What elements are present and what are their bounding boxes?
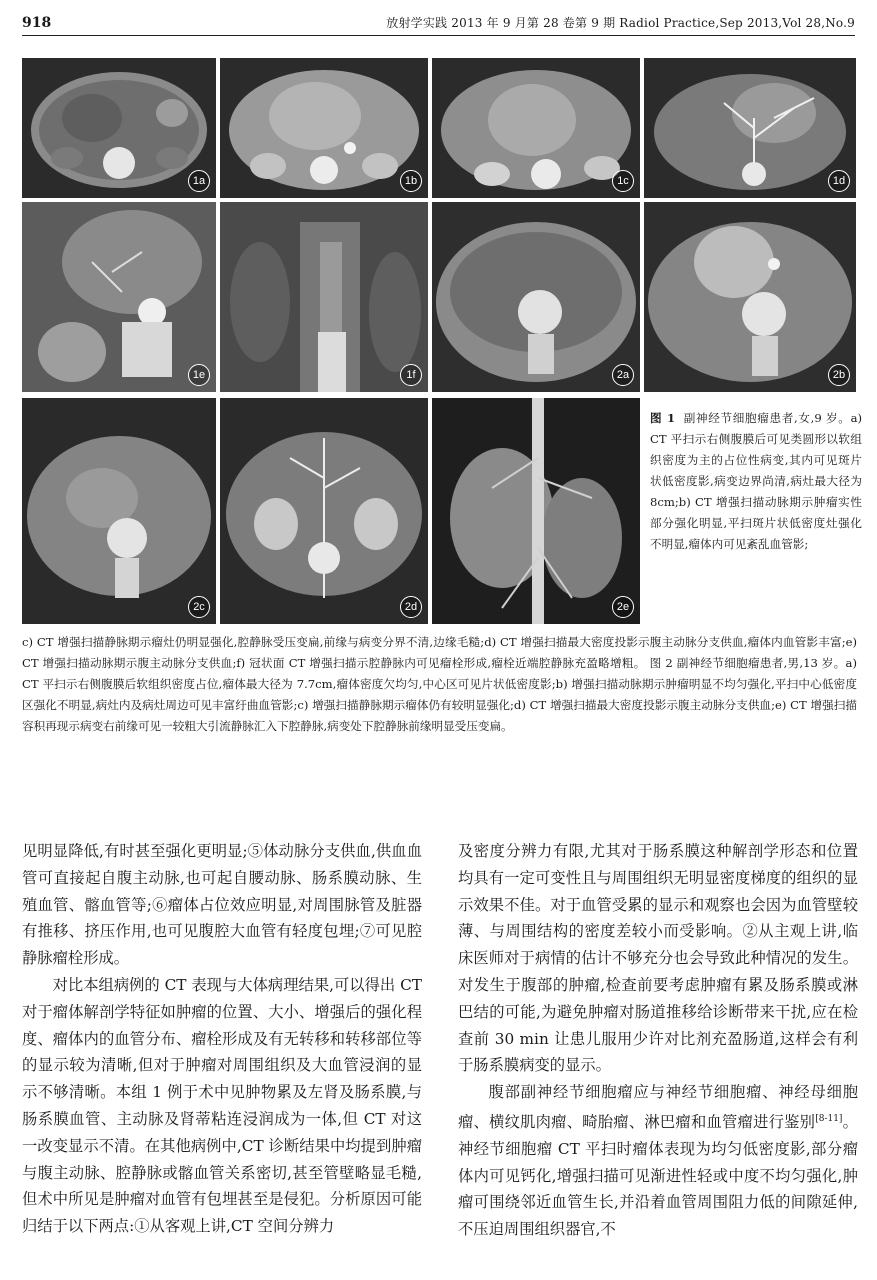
paragraph: 见明显降低,有时甚至强化更明显;⑤体动脉分支供血,供血血管可直接起自腹主动脉,也可起自腰动脉、肠系膜动脉、生殖血管、髂血管等;⑥瘤体占位效应明显,对周围脉管及脏器有推移、挤压作用,也可见腹腔大血管有轻度包埋;⑦可见腔静脉瘤栓形成。 xyxy=(22,842,422,968)
panel-label: 2d xyxy=(400,596,422,618)
paragraph: 对比本组病例的 CT 表现与大体病理结果,可以得出 CT 对于瘤体解剖学特征如肿瘤的位置、大小、增强后的强化程度、瘤体内的血管分布、瘤栓形成及有无转移和转移部位等的显示较为清晰,但对于肿瘤对周围组织及大血管浸润的显示不够清晰。本组 1 例于术中见肿物累及左肾及肠系膜,与肠系膜血管、主动脉及肾蒂粘连浸润成为一体,但 CT 对这一改变显示不清。在其他病例中,CT 诊断结果中均提到肿瘤与腹主动脉、腔静脉或髂血管关系密切,甚至管壁略显毛糙,但术中所见是肿瘤对血管有包埋甚至是侵犯。分析原因可能归结于以下两点:①从客观上讲,CT 空间分辨力 xyxy=(22,975,422,1236)
page-number: 918 xyxy=(22,15,52,31)
panel-label: 2a xyxy=(612,364,634,386)
ct-image-1d xyxy=(644,58,856,198)
ct-image-2c xyxy=(22,398,216,624)
panel-label: 2e xyxy=(612,596,634,618)
paragraph: 及密度分辨力有限,尤其对于肠系膜这种解剖学形态和位置均具有一定可变性且与周围组织无明显密度梯度的组织的显示效果不佳。对于血管受累的显示和观察也会因为血管壁较薄、与周围结构的密度差较小而受影响。②从主观上讲,临床医师对于病情的估计不够充分也会导致此种情况的发生。对发生于腹部的肿瘤,检查前要考虑肿瘤有累及肠系膜或淋巴结的可能,为避免肿瘤对肠道推移给诊断带来干扰,应在检查前 30 min 让患儿服用少许对比剂充盈肠道,这样会有利于肠系膜病变的显示。 xyxy=(458,842,858,1075)
ct-image-2a xyxy=(432,202,640,392)
paragraph-text-cont: 。神经节细胞瘤 CT 平扫时瘤体表现为均匀低密度影,部分瘤体内可见钙化,增强扫描可见渐进性轻或中度不均匀强化,肿瘤可围绕邻近血管生长,并沿着血管周围阻力低的间隙延伸,不压迫周围组织器官,不 xyxy=(458,1113,858,1239)
panel-label: 2c xyxy=(188,596,210,618)
ct-image-1b xyxy=(220,58,428,198)
panel-label: 1c xyxy=(612,170,634,192)
panel-label: 1d xyxy=(828,170,850,192)
figure-label: 图 1 xyxy=(650,411,676,425)
ct-image-1a xyxy=(22,58,216,198)
ct-image-1e xyxy=(22,202,216,392)
journal-citation: 放射学实践 2013 年 9 月第 28 卷第 9 期 Radiol Practice,Sep 2013,Vol 28,No.9 xyxy=(386,16,855,30)
panel-label: 2b xyxy=(828,364,850,386)
paragraph-text: 腹部副神经节细胞瘤应与神经节细胞瘤、神经母细胞瘤、横纹肌肉瘤、畸胎瘤、淋巴瘤和血管瘤进行鉴别 xyxy=(458,1083,858,1132)
panel-label: 1f xyxy=(400,364,422,386)
panel-label: 1a xyxy=(188,170,210,192)
body-column-right xyxy=(458,838,858,1243)
ct-image-1f xyxy=(220,202,428,392)
panel-label: 1e xyxy=(188,364,210,386)
body-column-left xyxy=(22,838,422,1240)
figure-1-caption-side xyxy=(650,408,862,555)
running-header xyxy=(22,14,855,36)
figure-caption-continued: c) CT 增强扫描静脉期示瘤灶仍明显强化,腔静脉受压变扁,前缘与病变分界不清,边缘毛糙;d) CT 增强扫描最大密度投影示腹主动脉分支供血,瘤体内血管影丰富;e) CT 增强扫描动脉期示腹主动脉分支供血;f) 冠状面 CT 增强扫描示腔静脉内可见瘤栓形成,瘤栓近端腔静脉充盈略增粗。 图 2 副神经节细胞瘤患者,男,13 岁。a) CT 平扫示右侧腹膜后软组织密度占位,瘤体最大径为 7.7cm,瘤体密度欠均匀,中心区可见片状低密度影;b) 增强扫描动脉期示肿瘤明显不均匀强化,平扫中心低密度区强化不明显,病灶内及病灶周边可见丰富纡曲血管影;c) 增强扫描静脉期示瘤体仍有较明显强化;d) CT 增强扫描最大密度投影示腹主动脉分支供血;e) CT 增强扫描容积再现示病变右前缘可见一较粗大引流静脉汇入下腔静脉,病变处下腔静脉前缘明显受压变扁。 xyxy=(22,635,857,733)
paragraph xyxy=(458,1079,858,1243)
ct-image-2b xyxy=(644,202,856,392)
figure-caption-text: 副神经节细胞瘤患者,女,9 岁。a) CT 平扫示右侧腹膜后可见类圆形以软组织密度为主的占位性病变,其内可见斑片状低密度影,病变边界尚清,病灶最大径为 8cm;b) CT 增强扫描动脉期示肿瘤实性部分强化明显,平扫斑片状低密度灶强化不明显,瘤体内可见紊乱血管影; xyxy=(650,411,863,551)
ct-image-2d xyxy=(220,398,428,624)
ct-image-2e xyxy=(432,398,640,624)
panel-label: 1b xyxy=(400,170,422,192)
citation-ref: [8-11] xyxy=(815,1113,843,1124)
ct-image-1c xyxy=(432,58,640,198)
